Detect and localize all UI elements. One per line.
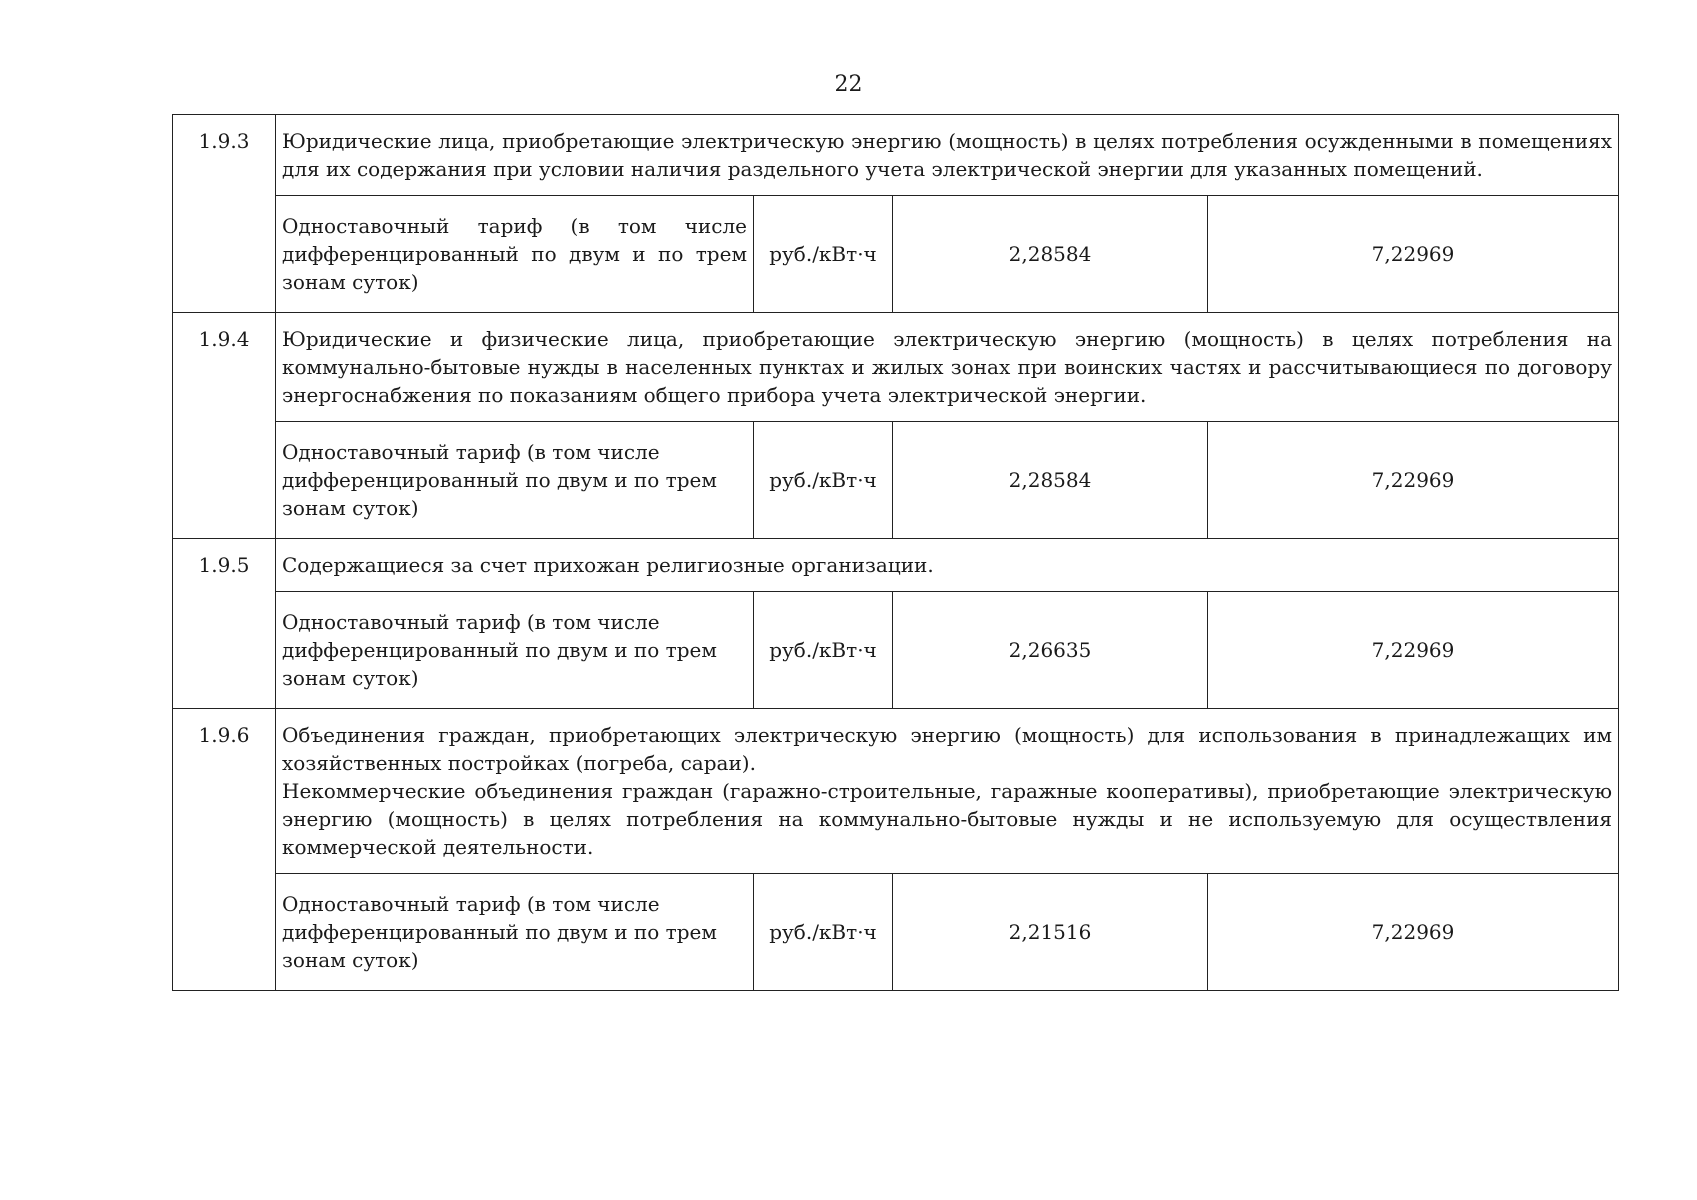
tariff-row	[173, 592, 1619, 709]
tariff-name: Одноставочный тариф (в том числе дифференцированный по двум и по трем зонам суток)	[276, 874, 754, 991]
section-number: 1.9.5	[173, 539, 276, 709]
description-paragraph: Юридические лица, приобретающие электрическую энергию (мощность) в целях потребления осужденными в помещениях для их содержания при условии наличия раздельного учета электрической энергии для указанных помещений.	[282, 129, 1613, 181]
section-description	[276, 115, 1619, 196]
description-paragraph: Юридические и физические лица, приобретающие электрическую энергию (мощность) в целях потребления на коммунально-бытовые нужды в населенных пунктах и жилых зонах при воинских частях и рассчитывающиеся по договору энергоснабжения по показаниям общего прибора учета электрической энергии.	[282, 327, 1613, 407]
tariff-value-2: 7,22969	[1208, 874, 1619, 991]
section-row	[173, 709, 1619, 874]
tariff-value-2: 7,22969	[1208, 422, 1619, 539]
tariff-unit: руб./кВт·ч	[754, 874, 893, 991]
tariff-unit: руб./кВт·ч	[754, 422, 893, 539]
tariff-name: Одноставочный тариф (в том числе дифференцированный по двум и по трем зонам суток)	[276, 422, 754, 539]
tariff-row	[173, 874, 1619, 991]
tariff-row	[173, 422, 1619, 539]
section-description	[276, 709, 1619, 874]
section-row	[173, 539, 1619, 592]
section-description	[276, 313, 1619, 422]
tariff-name: Одноставочный тариф (в том числе дифференцированный по двум и по трем зонам суток)	[276, 592, 754, 709]
tariff-value-2: 7,22969	[1208, 196, 1619, 313]
tariff-row	[173, 196, 1619, 313]
section-row	[173, 115, 1619, 196]
tariff-name: Одноставочный тариф (в том числе дифференцированный по двум и по трем зонам суток)	[276, 196, 754, 313]
tariff-value-1: 2,28584	[893, 196, 1208, 313]
description-paragraph: Некоммерческие объединения граждан (гаражно-строительные, гаражные кооперативы), приобретающие электрическую энергию (мощность) в целях потребления на коммунально-бытовые нужды и не используемую для осуществления коммерческой деятельности.	[282, 779, 1613, 859]
section-description	[276, 539, 1619, 592]
tariff-value-1: 2,26635	[893, 592, 1208, 709]
tariff-value-2: 7,22969	[1208, 592, 1619, 709]
section-number: 1.9.3	[173, 115, 276, 313]
tariff-value-1: 2,28584	[893, 422, 1208, 539]
tariff-table	[172, 114, 1619, 991]
section-number: 1.9.6	[173, 709, 276, 991]
tariff-unit: руб./кВт·ч	[754, 196, 893, 313]
tariff-unit: руб./кВт·ч	[754, 592, 893, 709]
description-paragraph: Содержащиеся за счет прихожан религиозные организации.	[282, 553, 934, 577]
section-row	[173, 313, 1619, 422]
description-paragraph: Объединения граждан, приобретающих электрическую энергию (мощность) для использования в принадлежащих им хозяйственных постройках (погреба, сараи).	[282, 723, 1613, 775]
page-number: 22	[834, 72, 863, 97]
tariff-value-1: 2,21516	[893, 874, 1208, 991]
section-number: 1.9.4	[173, 313, 276, 539]
